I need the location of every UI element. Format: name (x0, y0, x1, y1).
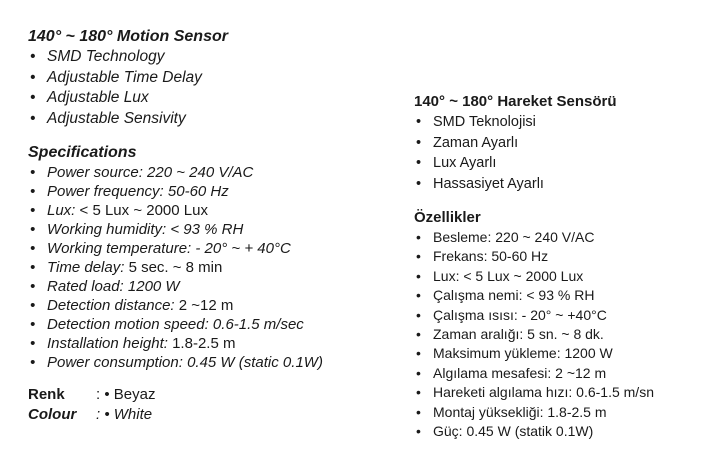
list-item: • Maksimum yükleme: 1200 W (416, 345, 613, 362)
list-item: • Rated load: 1200 W (30, 278, 180, 295)
colour-value: : • White (96, 406, 153, 423)
turkish-feature-list (414, 112, 719, 194)
turkish-title: 140° ~ 180° Hareket Sensörü (414, 93, 617, 110)
list-item: • Power source: 220 ~ 240 V/AC (30, 164, 254, 181)
list-item: • SMD Technology (30, 48, 165, 65)
list-item: • Çalışma ısısı: - 20° ~ +40°C (416, 306, 607, 323)
list-item: • Adjustable Lux (30, 89, 149, 106)
list-item: • Montaj yüksekliği: 1.8-2.5 m (416, 403, 607, 420)
english-feature-list (28, 47, 418, 129)
list-item: • Working temperature: - 20° ~ + 40°C (30, 240, 291, 257)
list-item: • Time delay: 5 sec. ~ 8 min (30, 259, 223, 276)
list-item: • Detection motion speed: 0.6-1.5 m/sec (30, 316, 304, 333)
list-item: • Besleme: 220 ~ 240 V/AC (416, 229, 595, 245)
renk-value: : • Beyaz (96, 386, 156, 403)
renk-label: Renk (28, 386, 65, 403)
list-item: • Algılama mesafesi: 2 ~12 m (416, 364, 607, 381)
list-item: • Installation height: 1.8-2.5 m (30, 335, 236, 352)
list-item: • Detection distance: 2 ~12 m (30, 297, 234, 314)
list-item: • Hassasiyet Ayarlı (416, 175, 544, 192)
turkish-column (414, 92, 719, 441)
colour-label: Colour (28, 406, 77, 423)
list-item: • Güç: 0.45 W (statik 0.1W) (416, 423, 594, 440)
list-item: • SMD Teknolojisi (416, 114, 536, 130)
turkish-spec-list (414, 228, 719, 441)
specifications-heading: Specifications (28, 144, 137, 161)
list-item: • Çalışma nemi: < 93 % RH (416, 287, 595, 304)
ozellikler-heading: Özellikler (414, 209, 481, 226)
colour-row (28, 405, 418, 425)
list-item: • Adjustable Time Delay (30, 68, 202, 86)
list-item: • Power frequency: 50-60 Hz (30, 183, 229, 200)
list-item: • Zaman aralığı: 5 sn. ~ 8 dk. (416, 326, 604, 343)
list-item: • Hareketi algılama hızı: 0.6-1.5 m/sn (416, 384, 654, 401)
english-title: 140° ~ 180° Motion Sensor (28, 28, 228, 45)
list-item: • Frekans: 50-60 Hz (416, 248, 549, 265)
english-column (28, 27, 418, 425)
renk-row (28, 385, 418, 405)
list-item: • Adjustable Sensivity (30, 109, 186, 127)
list-item: • Lux Ayarlı (416, 155, 497, 171)
list-item: • Working humidity: < 93 % RH (30, 221, 244, 238)
list-item: • Zaman Ayarlı (416, 134, 519, 151)
list-item: • Power consumption: 0.45 W (static 0.1W) (30, 354, 323, 371)
list-item: • Lux: < 5 Lux ~ 2000 Lux (30, 202, 208, 219)
english-spec-list (28, 163, 418, 372)
list-item: • Lux: < 5 Lux ~ 2000 Lux (416, 267, 584, 284)
